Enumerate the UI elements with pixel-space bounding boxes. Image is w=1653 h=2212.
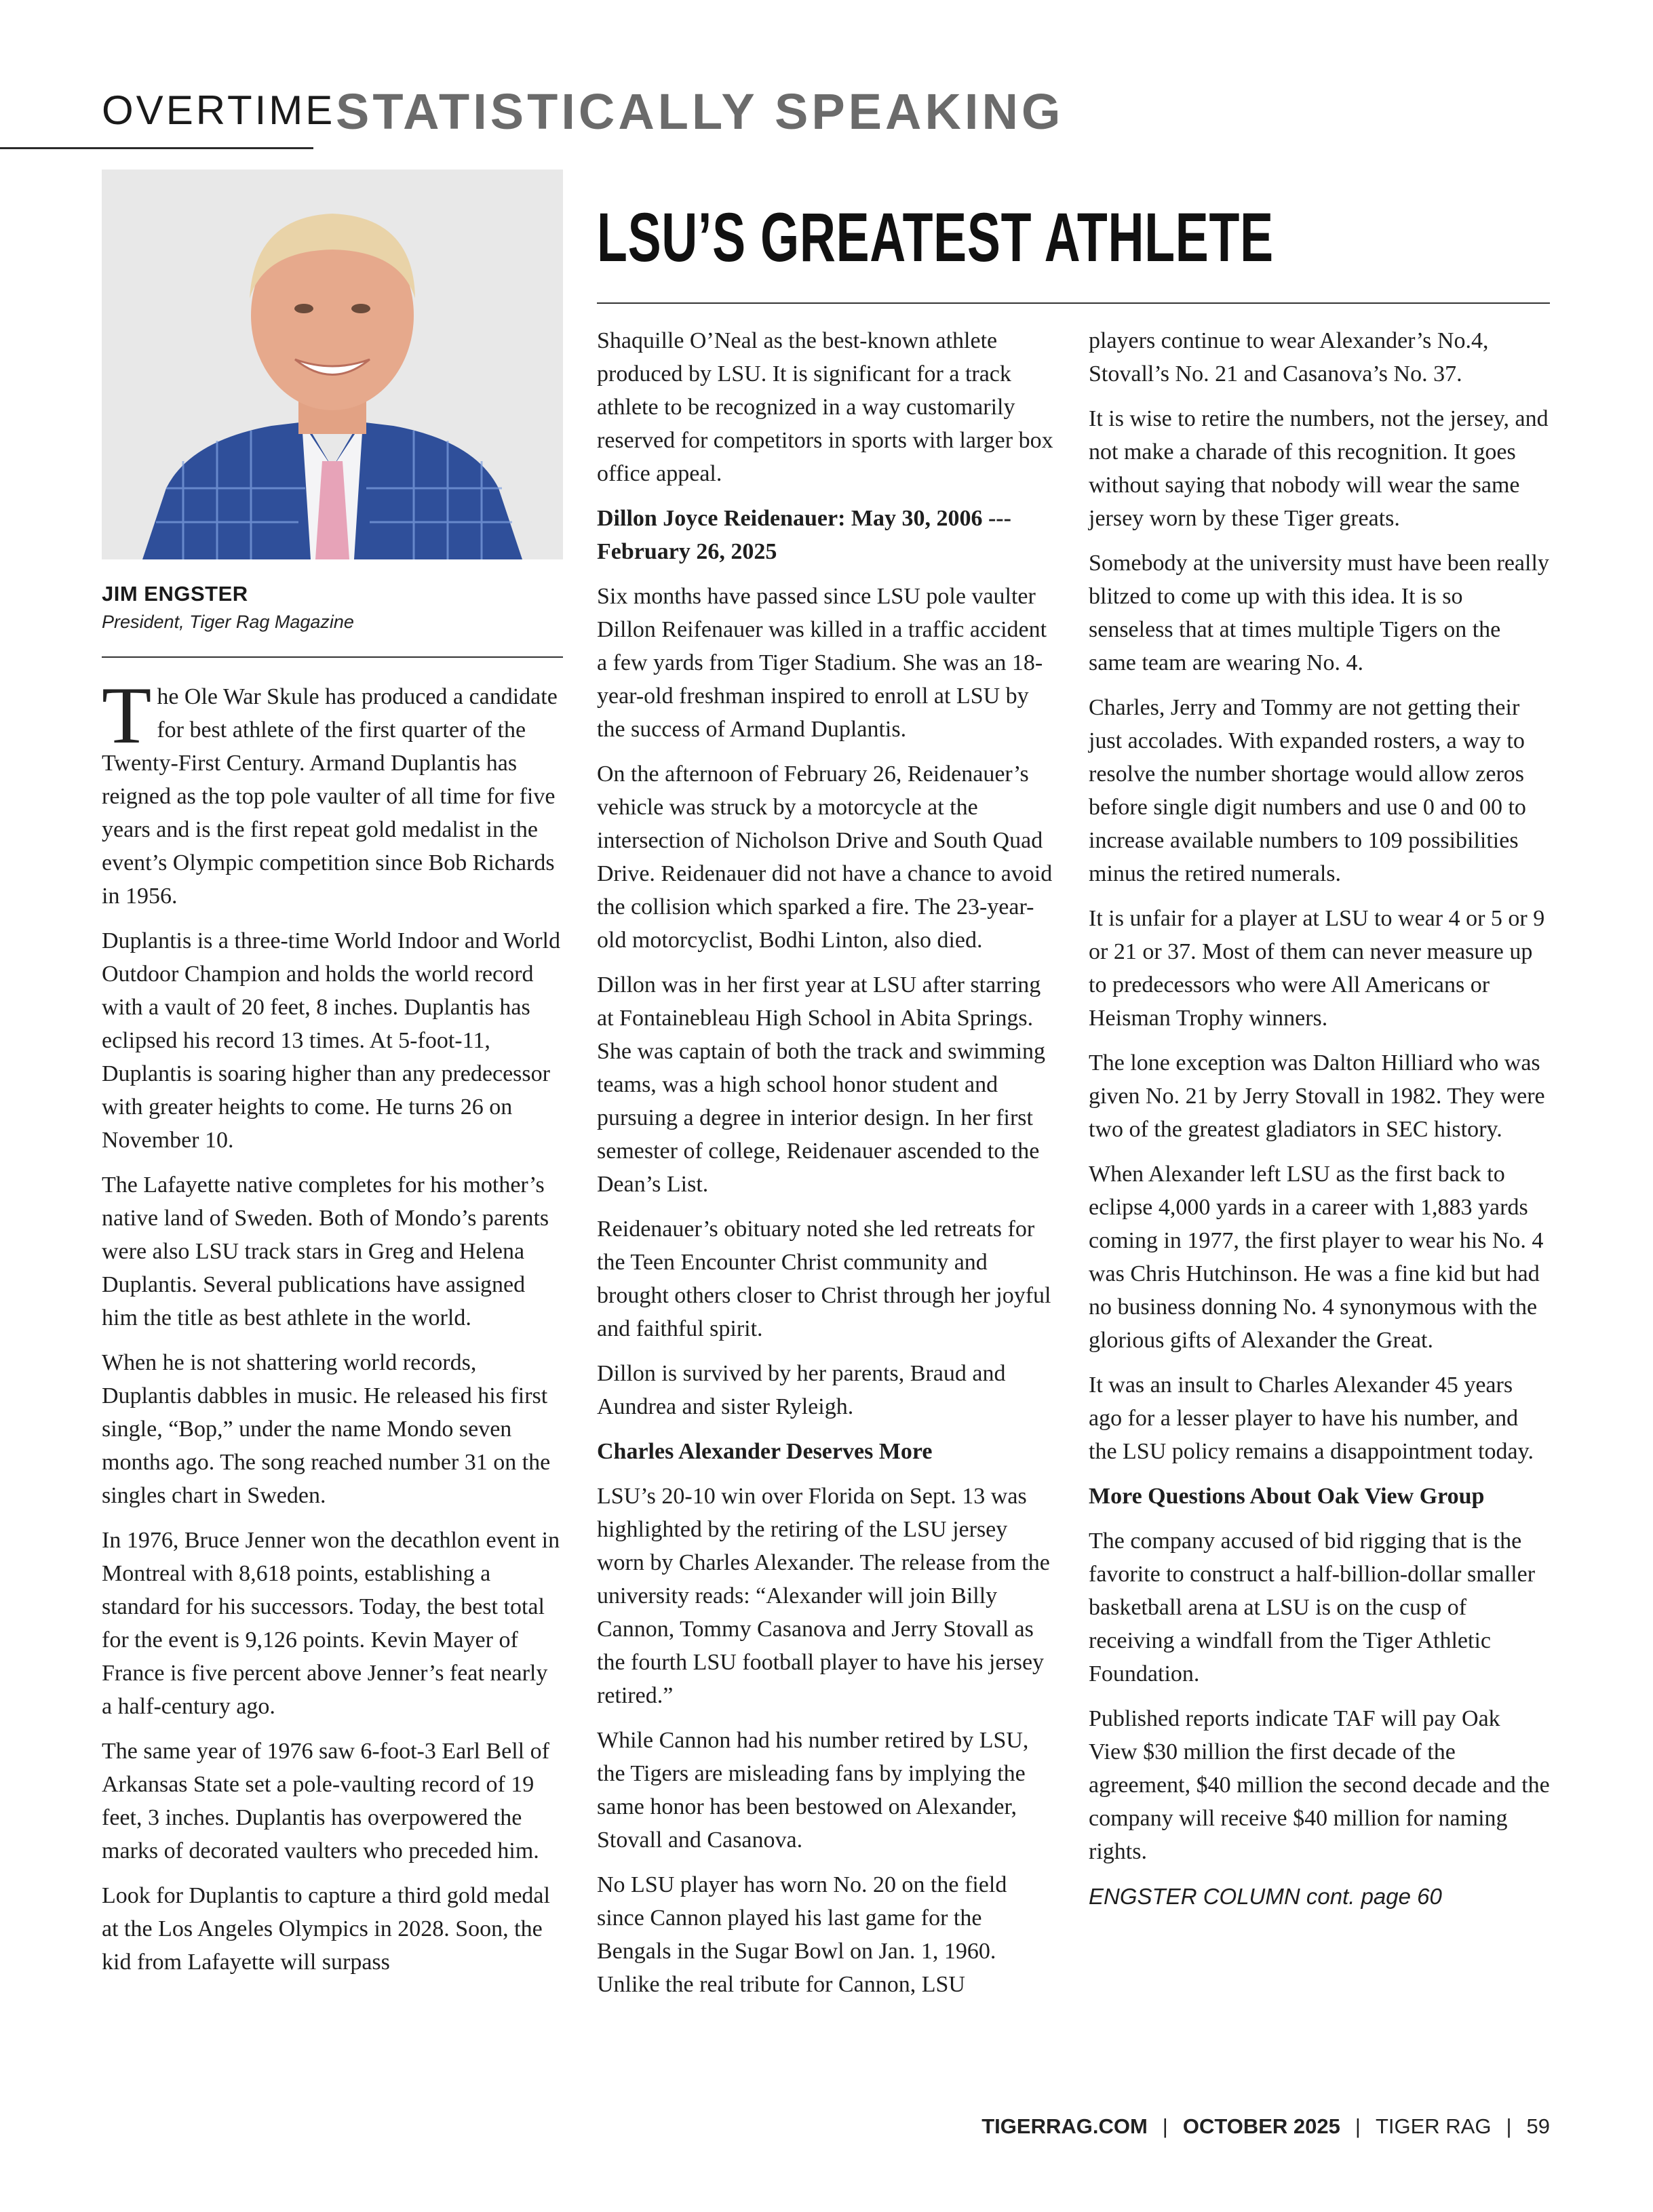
paragraph: The company accused of bid rigging that is the favorite to construct a half-billion-dollar smaller basketball arena at LSU is on the cusp of receiving a windfall from the Tiger Athletic Foundation. [1089,1528,1536,1686]
subheading: Charles Alexander Deserves More [597,1439,933,1464]
column-headline: STATISTICALLY SPEAKING [336,83,1064,140]
paragraph: No LSU player has worn No. 20 on the field since Cannon played his last game for the Bengals in the Sugar Bowl on Jan. 1, 1960. Unlike the real tribute for Cannon, LSU [597,1872,1007,1997]
paragraph: Charles, Jerry and Tommy are not getting their just accolades. With expanded rosters, a way to resolve the number shortage would allow zeros before single digit numbers and use 0 and 00 to increase available numbers to 109 possibilities minus the retired numerals. [1089,695,1526,886]
paragraph [102,670,563,913]
paragraph: It was an insult to Charles Alexander 45 years ago for a lesser player to have his number, and the LSU policy remains a disappointment today. [1089,1372,1534,1464]
author-name: JIM ENGSTER [102,582,248,606]
continued-note: ENGSTER COLUMN cont. page 60 [1089,1884,1442,1909]
paragraph-text: he Ole War Skule has produced a candidate for best athlete of the first quarter of the Twenty-First Century. Armand Duplantis has reigned as the top pole vaulter of all time for five years and is the first repeat gold medalist in the event’s Olympic competition since Bob Richards in 1956. [102,684,558,909]
paragraph: When he is not shattering world records, Duplantis dabbles in music. He released his first single, “Bop,” under the name Mondo seven months ago. The song reached number 31 on the singles chart in Sweden. [102,1350,551,1508]
section-rule [0,147,313,149]
paragraph: In 1976, Bruce Jenner won the decathlon event in Montreal with 8,618 points, establishing a standard for his successors. Today, the best total for the event is 9,126 points. Kevin Mayer of France is five percent above Jenner’s feat nearly a half-century ago. [102,1528,560,1719]
article-title: LSU’S GREATEST ATHLETE [597,199,1274,276]
paragraph: Published reports indicate TAF will pay Oak View $30 million the first decade of the agreement, $40 million the second decade and the company will receive $40 million for naming rights. [1089,1706,1550,1864]
article-column-1 [102,670,563,1990]
paragraph: players continue to wear Alexander’s No.4, Stovall’s No. 21 and Casanova’s No. 37. [1089,328,1489,387]
paragraph: Six months have passed since LSU pole vaulter Dillon Reifenauer was killed in a traffic accident a few yards from Tiger Stadium. She was an 18-year-old freshman inspired to enroll at LSU by the success of Armand Duplantis. [597,584,1047,742]
paragraph: Somebody at the university must have been really blitzed to come up with this idea. It is so senseless that at times multiple Tigers on the same team are wearing No. 4. [1089,551,1549,675]
footer-issue: OCTOBER 2025 [1182,2114,1340,2138]
paragraph: Reidenauer’s obituary noted she led retreats for the Teen Encounter Christ community and brought others closer to Christ through her joyful and faithful spirit. [597,1217,1051,1341]
paragraph: While Cannon had his number retired by LSU, the Tigers are misleading fans by implying the same honor has been bestowed on Alexander, Stovall and Casanova. [597,1728,1029,1853]
paragraph: On the afternoon of February 26, Reidenauer’s vehicle was struck by a motorcycle at the intersection of Nicholson Drive and South Quad Drive. Reidenauer did not have a chance to avoid the collision which sparked a fire. The 23-year-old motorcyclist, Bodhi Linton, also died. [597,762,1053,953]
footer-separator: | [1506,2114,1512,2138]
footer-magazine: TIGER RAG [1375,2114,1492,2138]
paragraph: The Lafayette native completes for his mother’s native land of Sweden. Both of Mondo’s parents were also LSU track stars in Greg and Helena Duplantis. Several publications have assigned him the title as best athlete in the world. [102,1172,549,1330]
paragraph: The lone exception was Dalton Hilliard who was given No. 21 by Jerry Stovall in 1982. They were two of the greatest gladiators in SEC history. [1089,1050,1545,1142]
paragraph: It is unfair for a player at LSU to wear 4 or 5 or 9 or 21 or 37. Most of them can never measure up to predecessors who were All Americans or Heisman Trophy winners. [1089,906,1545,1031]
author-title: President, Tiger Rag Magazine [102,612,354,632]
article-column-2 [597,324,1058,2013]
paragraph: Dillon was in her first year at LSU after starring at Fontainebleau High School in Abita Springs. She was captain of both the track and swimming teams, was a high school honor student and pursuing a degree in interior design. In her first semester of college, Reidenauer ascended to the Dean’s List. [597,972,1045,1197]
footer-separator: | [1355,2114,1361,2138]
author-photo [102,170,563,559]
page-number: 59 [1526,2114,1550,2138]
portrait-photo-icon [102,170,563,559]
paragraph: Duplantis is a three-time World Indoor and World Outdoor Champion and holds the world record with a vault of 20 feet, 8 inches. Duplantis has eclipsed his record 13 times. At 5-foot-11, Duplantis is soaring higher than any predecessor with greater heights to come. He turns 26 on November 10. [102,928,560,1153]
drop-cap: T [102,670,152,760]
paragraph: Look for Duplantis to capture a third gold medal at the Los Angeles Olympics in 2028. Soon, the kid from Lafayette will surpass [102,1883,550,1975]
paragraph: LSU’s 20-10 win over Florida on Sept. 13 was highlighted by the retiring of the LSU jersey worn by Charles Alexander. The release from the university reads: “Alexander will join Billy Cannon, Tommy Casanova and Jerry Stovall as the fourth LSU football player to have his jersey retired.” [597,1484,1050,1708]
paragraph: The same year of 1976 saw 6-foot-3 Earl Bell of Arkansas State set a pole-vaulting record of 19 feet, 3 inches. Duplantis has overpowered the marks of decorated vaulters who preceded him. [102,1739,549,1863]
page-footer [981,2114,1550,2139]
section-label: OVERTIME [102,87,336,133]
paragraph: It is wise to retire the numbers, not the jersey, and not make a charade of this recognition. It goes without saying that nobody will wear the same jersey worn by these Tiger greats. [1089,406,1549,531]
subheading: Dillon Joyce Reidenauer: May 30, 2006 --- February 26, 2025 [597,506,1011,564]
paragraph: Dillon is survived by her parents, Braud and Aundrea and sister Ryleigh. [597,1361,1006,1419]
subheading: More Questions About Oak View Group [1089,1484,1485,1509]
paragraph: Shaquille O’Neal as the best-known athlete produced by LSU. It is significant for a track athlete to be recognized in a way customarily reserved for competitors in sports with larger box office appeal. [597,328,1053,486]
footer-site-link[interactable]: TIGERRAG.COM [981,2114,1148,2138]
title-divider [597,302,1550,304]
footer-separator: | [1162,2114,1168,2138]
author-divider [102,656,563,658]
paragraph: When Alexander left LSU as the first back to eclipse 4,000 yards in a career with 1,883 yards coming in 1977, the first player to wear his No. 4 was Chris Hutchinson. He was a fine kid but had no business donning No. 4 synonymous with the glorious gifts of Alexander the Great. [1089,1162,1544,1353]
article-column-3 [1089,324,1550,1924]
